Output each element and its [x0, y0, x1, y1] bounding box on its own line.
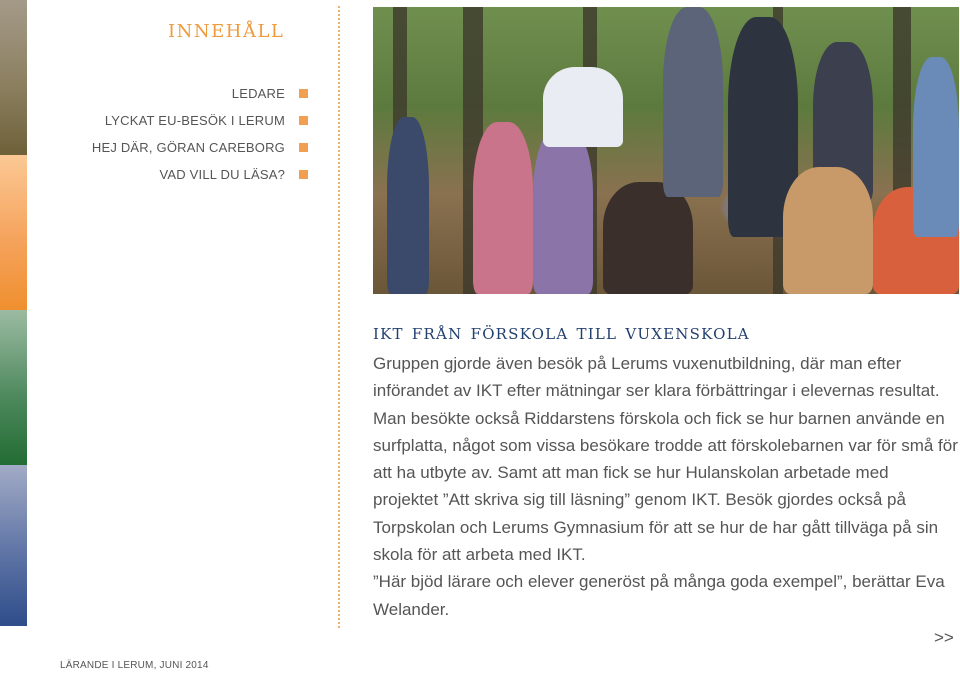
toc-item-eu-besok[interactable] — [60, 107, 308, 134]
dotted-divider — [338, 6, 340, 628]
article-body — [373, 350, 958, 623]
article-paragraph: ”Här bjöd lärare och elever generöst på många goda exempel”, berättar Eva Welander. — [373, 572, 945, 619]
square-bullet-icon — [299, 116, 308, 125]
photo-person — [473, 122, 533, 294]
color-band-blue — [0, 465, 27, 626]
toc-item-ledare[interactable] — [60, 80, 308, 107]
photo-person — [913, 57, 959, 237]
toc-item-goran-careborg[interactable] — [60, 134, 308, 161]
article-photo — [373, 7, 959, 294]
color-band-orange — [0, 155, 27, 310]
article-paragraph: Gruppen gjorde även besök på Lerums vuxenutbildning, där man efter införandet av IKT efter mätningar ser klara förbättringar i elevernas resultat. Man besökte också Riddarstens förskola och fick se hur barnen använde en surfplatta, något som vissa besökare trodde att förskolebarnen var för små för att ha utbyte av. Samt att man fick se hur Hulanskolan arbetade med projektet ”Att skriva sig till läsning” genom IKT. Besök gjordes också på Torpskolan och Lerums Gymnasium för att se hur de har gått tillväga på sin skola för att arbeta med IKT. — [373, 354, 958, 565]
photo-person — [603, 182, 693, 294]
color-band-olive — [0, 0, 27, 155]
toc-item-vad-vill-du-lasa[interactable] — [60, 161, 308, 188]
square-bullet-icon — [299, 89, 308, 98]
square-bullet-icon — [299, 170, 308, 179]
footer-publication: LÄRANDE I LERUM, JUNI 2014 — [60, 660, 209, 671]
article-heading: ikt från förskola till vuxenskola — [373, 320, 750, 345]
toc-item-label: LEDARE — [231, 86, 285, 101]
color-band-green — [0, 310, 27, 465]
photo-person — [783, 167, 873, 294]
next-page-link[interactable]: >> — [934, 628, 954, 647]
toc-list — [60, 80, 308, 188]
color-band — [0, 0, 27, 626]
photo-person — [543, 67, 623, 147]
toc-title: innehåll — [168, 14, 285, 43]
photo-person — [533, 127, 593, 294]
toc-item-label: HEJ DÄR, GÖRAN CAREBORG — [91, 140, 285, 155]
photo-person — [663, 7, 723, 197]
square-bullet-icon — [299, 143, 308, 152]
toc-item-label: LYCKAT EU-BESÖK I LERUM — [104, 113, 285, 128]
photo-person — [387, 117, 429, 294]
toc-item-label: VAD VILL DU LÄSA? — [159, 167, 285, 182]
